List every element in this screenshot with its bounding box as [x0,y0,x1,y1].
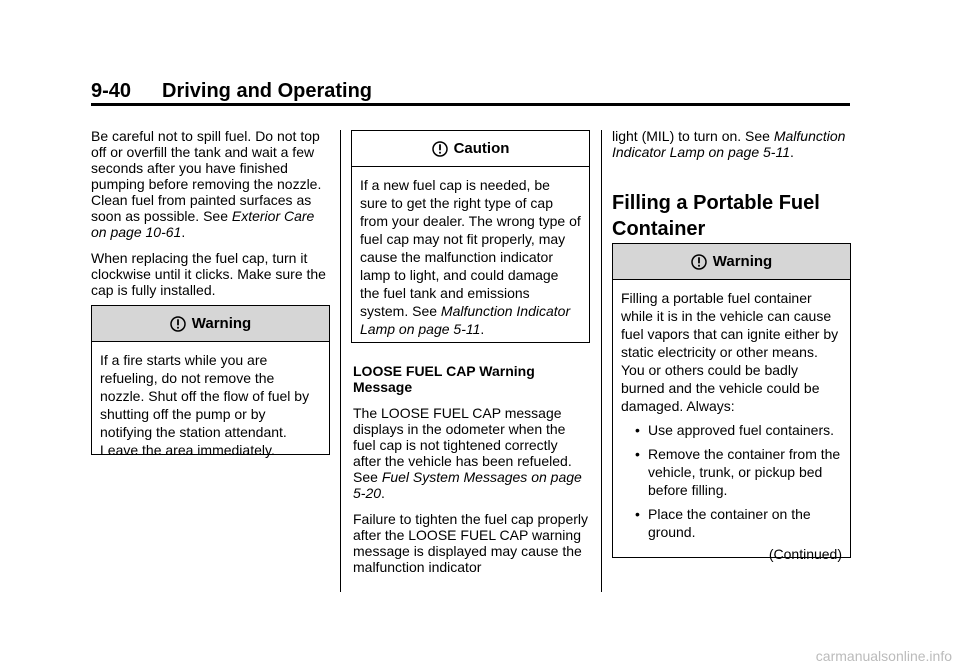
bullet-icon: • [635,422,640,438]
paragraph-spill-fuel: Be careful not to spill fuel. Do not top off or overfill the tank and wait a few seconds after you have finished pumping before removing the nozzle. Clean fuel from painted surfaces as soon as possible. See Exterior Care on page 10-61. [91,128,322,240]
caution-body: If a new fuel cap is needed, be sure to get the right type of cap from your dealer. The wrong type of fuel cap may not fit properly, may cause the malfunction indicator lamp to light, and could damage the fuel tank and emissions system. See Malfunction Indicator Lamp on page 5-11. [360,177,581,337]
link-mil-caution[interactable]: Malfunction Indicator Lamp on page 5-11 [360,303,571,337]
header-rule [91,103,850,106]
warning-header [92,306,329,342]
watermark: carmanualsonline.info [815,648,952,664]
page-number: 9-40 [91,80,132,102]
section-title: Driving and Operating [162,80,373,102]
warning-box-portable [612,243,851,562]
link-mil[interactable]: Malfunction Indicator Lamp on page 5-11 [612,128,846,160]
bullet-icon: • [635,506,640,522]
warning-icon [170,316,186,332]
warning-box-fire [91,305,330,458]
column-divider-left [340,130,341,592]
subheading-loose-fuel-cap: LOOSE FUEL CAP Warning Message [353,363,535,395]
paragraph-mil-continued: light (MIL) to turn on. See Malfunction Indicator Lamp on page 5-11. [612,128,846,160]
caution-box [351,130,590,343]
continued-label: (Continued) [768,546,842,562]
warning-header-portable [613,244,850,280]
caution-header [352,131,589,167]
warning-body: If a fire starts while you are refueling, do not remove the nozzle. Shut off the flow of fuel by shutting off the pump or by notifying the station attendant. Leave the area immediately. [100,352,310,458]
paragraph-replace-cap: When replacing the fuel cap, turn it clockwise until it clicks. Make sure the cap is fully installed. [91,250,326,298]
column-1 [91,128,331,308]
list-item: • Place the container on the ground. [635,506,811,540]
link-exterior-care[interactable]: Exterior Care on page 10-61 [91,208,315,240]
bullet-list [621,421,842,541]
warning-body-portable: Filling a portable fuel container while it is in the vehicle can cause fuel vapors that can ignite either by static electricity or other means. You or others could be badly burned and the vehicle could be damaged. Always: • Use approved fuel containers. • Remove the container from the vehicle, trunk, or pickup bed before filling. • Place the container on the ground. (Continued) [621,290,842,562]
caution-title: Caution [453,140,510,157]
heading-portable-fuel-container: Filling a Portable Fuel Container [612,192,820,240]
column-divider-right [601,130,602,592]
paragraph-failure-tighten: Failure to tighten the fuel cap properly after the LOOSE FUEL CAP warning message is displayed may cause the malfunction indicator [353,511,589,575]
column-3-text [612,128,852,170]
warning-title: Warning [191,315,252,332]
page-header [91,80,850,106]
list-item: • Use approved fuel containers. [635,422,834,438]
link-fuel-system-messages[interactable]: Fuel System Messages on page 5-20 [353,469,582,501]
list-item: • Remove the container from the vehicle, trunk, or pickup bed before filling. [635,446,841,498]
caution-icon [432,141,448,157]
bullet-icon: • [635,446,640,462]
column-2-text [353,363,589,585]
warning-title-portable: Warning [712,253,773,270]
paragraph-loose-cap-message: The LOOSE FUEL CAP message displays in the odometer when the fuel cap is not tightened correctly after the vehicle has been refueled. See Fuel System Messages on page 5-20. [353,405,582,501]
warning-icon [691,254,707,270]
